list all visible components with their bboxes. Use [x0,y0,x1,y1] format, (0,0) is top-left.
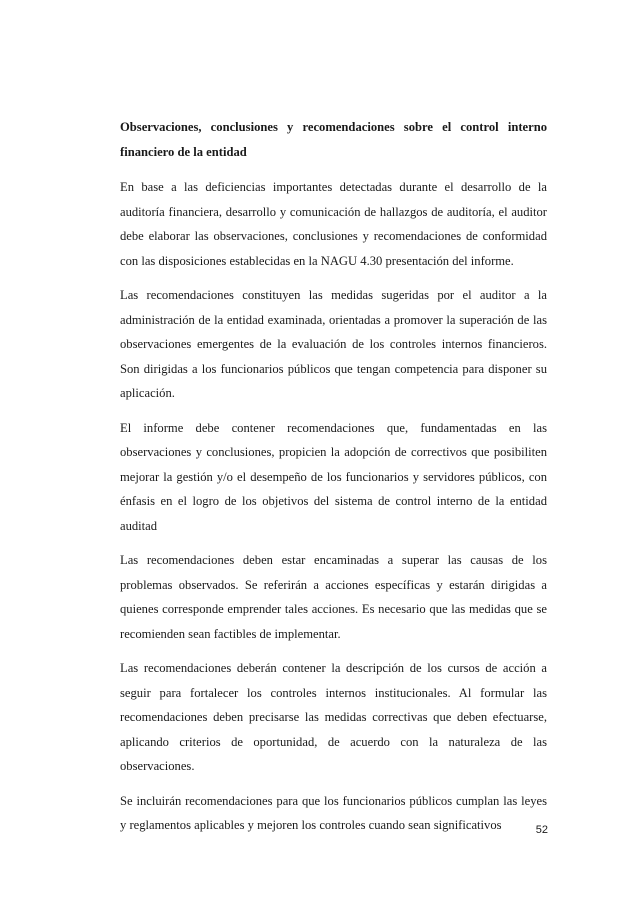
paragraph-1: En base a las deficiencias importantes detectadas durante el desarrollo de la auditoría financiera, desarrollo y comunicación de hallazgos de auditoría, el auditor debe elaborar las observaciones, conclusiones y recomendaciones de conformidad con las disposiciones establecidas en la NAGU 4.30 presentación del informe. [120,180,547,268]
paragraph-4: Las recomendaciones deben estar encaminadas a superar las causas de los problemas observados. Se referirán a acciones específicas y estarán dirigidas a quienes corresponde emprender tales acciones. Es necesario que las medidas que se recomienden sean factibles de implementar. [120,553,547,641]
page-number: 52 [535,824,548,836]
paragraph-5: Las recomendaciones deberán contener la descripción de los cursos de acción a seguir para fortalecer los controles internos institucionales. Al formular las recomendaciones deben precisarse las medidas correctivas que deben efectuarse, aplicando criterios de oportunidad, de acuerdo con la naturaleza de las observaciones. [120,661,547,773]
paragraph-6: Se incluirán recomendaciones para que los funcionarios públicos cumplan las leyes y reglamentos aplicables y mejoren los controles cuando sean significativos [120,793,547,832]
section-heading: Observaciones, conclusiones y recomendaciones sobre el control interno financiero de la entidad [120,120,547,159]
paragraph-2: Las recomendaciones constituyen las medidas sugeridas por el auditor a la administración de la entidad examinada, orientadas a promover la superación de las observaciones emergentes de la evaluación de los controles internos financieros. Son dirigidas a los funcionarios públicos que tengan competencia para disponer su aplicación. [120,288,547,400]
page-body [120,115,547,848]
paragraph-3: El informe debe contener recomendaciones que, fundamentadas en las observaciones y conclusiones, propicien la adopción de correctivos que posibiliten mejorar la gestión y/o el desempeño de los funcionarios y servidores públicos, con énfasis en el logro de los objetivos del sistema de control interno de la entidad auditad [120,420,547,533]
